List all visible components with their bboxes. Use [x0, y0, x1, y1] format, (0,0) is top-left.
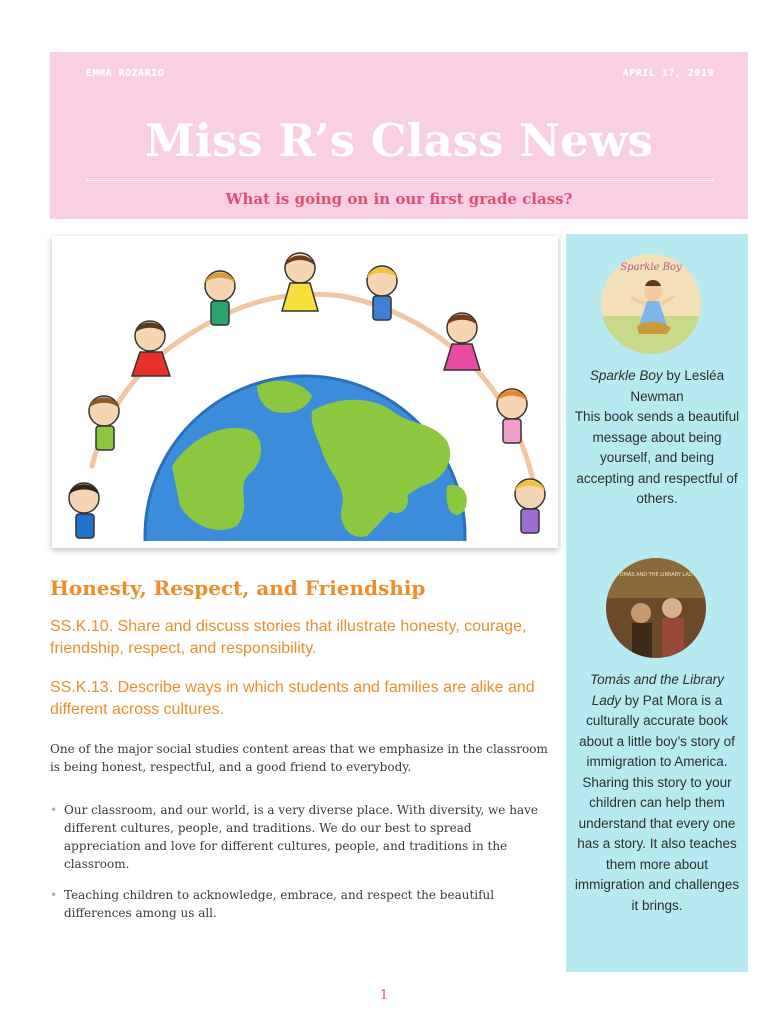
sparkle-boy-cover	[601, 254, 701, 354]
globe-children-icon	[52, 236, 558, 548]
sparkle-boy-description	[574, 366, 740, 510]
cover-title: Sparkle Boy	[620, 262, 682, 273]
book-sidebar	[566, 234, 748, 972]
section-heading: Honesty, Respect, and Friendship	[50, 576, 426, 600]
bullet-text: Our classroom, and our world, is a very diverse place. With diversity, we have different cultures, people, and traditions. We do our best to spread appreciation and love for different cultures, people, and traditions in the classroom.	[64, 803, 538, 871]
newsletter-title: Miss R’s Class News	[145, 114, 653, 167]
tomas-library-lady-description	[574, 670, 740, 916]
book-author: by Pat Mora is a culturally accurate book about a little boy’s story of immigration to America. Sharing this story to your children can help them understand that every one has a story. It also teaches them more about immigration and challenges it brings.	[574, 692, 740, 913]
book-summary: This book sends a beautiful message about being yourself, and being accepting and respectful of others.	[574, 409, 740, 506]
globe-children-image	[52, 236, 558, 548]
bullet-text: Teaching children to acknowledge, embrace, and respect the beautiful differences among us all.	[64, 888, 495, 920]
book-title: Sparkle Boy	[589, 368, 663, 383]
cover-title: TOMÁS AND THE LIBRARY LADY	[616, 572, 696, 578]
book-cover-icon	[601, 254, 701, 354]
standard-ss-k-10: SS.K.10. Share and discuss stories that illustrate honesty, courage, friendship, respect, and responsibility.	[50, 618, 527, 657]
bullet-list	[50, 801, 550, 935]
page-number: 1	[379, 988, 389, 1003]
bullet-item	[50, 886, 550, 922]
book-cover-icon	[606, 558, 706, 658]
header-divider	[86, 180, 714, 181]
book-author: by Lesléa Newman	[630, 368, 725, 404]
tomas-library-lady-cover	[606, 558, 706, 658]
author-name: EMMA ROZARIO	[86, 68, 165, 79]
bullet-icon: •	[50, 803, 58, 817]
issue-date: APRIL 17, 2019	[622, 68, 714, 79]
bullet-icon: •	[50, 888, 58, 902]
standard-ss-k-13: SS.K.13. Describe ways in which students and families are alike and different across cultures.	[50, 679, 535, 718]
header-banner	[50, 52, 748, 219]
book-title: Tomás and the Library Lady	[590, 672, 724, 708]
intro-paragraph: One of the major social studies content areas that we emphasize in the classroom is being honest, respectful, and a good friend to everybody.	[50, 742, 548, 774]
newsletter-subtitle: What is going on in our first grade class?	[225, 190, 573, 208]
bullet-item	[50, 801, 550, 873]
